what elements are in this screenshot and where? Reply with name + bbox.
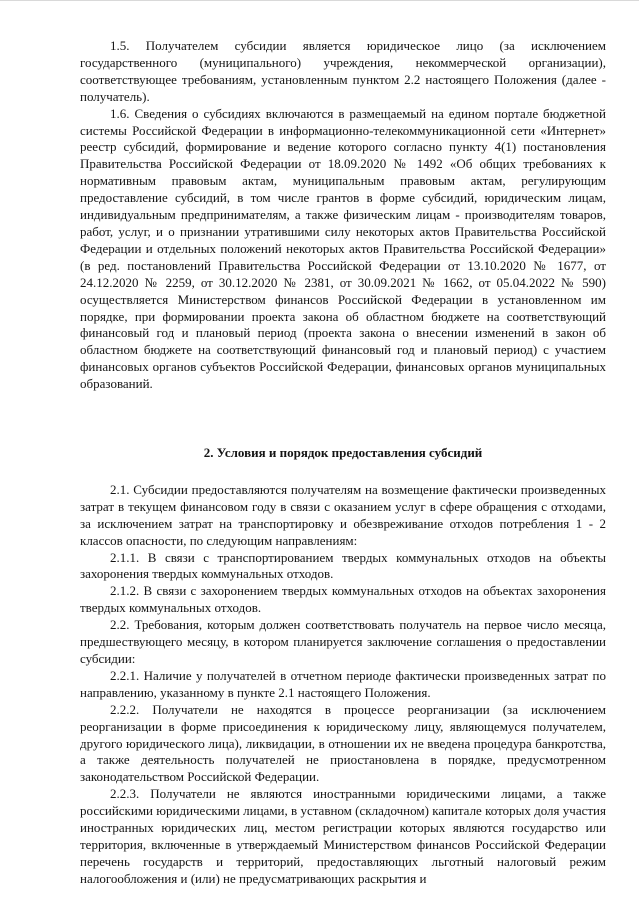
paragraph-1-5: 1.5. Получателем субсидии является юридическое лицо (за исключением государственного (муниципального) учреждения, некоммерческой организации), соответствующее требованиям, установленным пунктом 2.2 настоящего Положения (далее - получатель). xyxy=(80,38,606,104)
document-page xyxy=(80,38,606,888)
paragraph-2-1: 2.1. Субсидии предоставляются получателям на возмещение фактически произведенных затрат в текущем финансовом году в связи с оказанием услуг в сфере обращения с отходами, за исключением затрат на транспортировку и обезвреживание отходов потребления 1 - 2 классов опасности, по следующим направлениям: xyxy=(80,481,606,548)
paragraph-2-1-1: 2.1.1. В связи с транспортированием твердых коммунальных отходов на объекты захоронения твердых коммунальных отходов. xyxy=(80,549,606,582)
paragraph-2-2-1: 2.2.1. Наличие у получателей в отчетном периоде фактически произведенных затрат по направлению, указанному в пункте 2.1 настоящего Положения. xyxy=(80,667,606,700)
paragraph-2-2-3: 2.2.3. Получатели не являются иностранными юридическими лицами, а также российскими юридическими лицами, в уставном (складочном) капитале которых доля участия иностранных юридических лиц, местом регистрации которых являются государство или территория, включенные в утверждаемый Министерством финансов Российской Федерации перечень государств и территорий, предоставляющих льготный налоговый режим налогообложения и (или) не предусматривающих раскрытия и xyxy=(80,786,606,886)
paragraph-2-2: 2.2. Требования, которым должен соответствовать получатель на первое число месяца, предшествующего месяцу, в котором планируется заключение соглашения о предоставлении субсидии: xyxy=(80,617,606,666)
section-heading: 2. Условия и порядок предоставления субсидий xyxy=(203,445,483,461)
paragraph-2-2-2: 2.2.2. Получатели не находятся в процессе реорганизации (за исключением реорганизации в форме присоединения к юридическому лицу, являющемуся получателем, другого юридического лица), ликвидации, в отношении их не введена процедура банкротства, а также деятельность получателей не приостановлена в порядке, предусмотренном законодательством Российской Федерации. xyxy=(80,701,606,785)
paragraph-1-6: 1.6. Сведения о субсидиях включаются в размещаемый на едином портале бюджетной системы Российской Федерации в информационно-телекоммуникационной сети «Интернет» реестр субсидий, формирование и ведение которого согласно пункту 4(1) постановления Правительства Российской Федерации от 18.09.2020 № 1492 «Об общих требованиях к нормативным правовым актам, муниципальным правовым актам, регулирующим предоставление субсидий, в том числе грантов в форме субсидий, юридическим лицам, индивидуальным предпринимателям, а также физическим лицам - производителям товаров, работ, услуг, и о признании утратившими силу некоторых актов Правительства Российской Федерации и отдельных положений некоторых актов Правительства Российской Федерации» (в ред. постановлений Правительства Российской Федерации от 13.10.2020 № 1677, от 24.12.2020 № 2259, от 30.12.2020 № 2381, от 30.09.2021 № 1662, от 05.04.2022 № 590) осуществляется Министерством финансов Российской Федерации в установленном им порядке, при формировании проекта закона об областном бюджете на соответствующий финансовый год и плановый период (проекта закона о внесении изменений в закон об областном бюджете на соответствующий финансовый год и плановый период) с участием финансовых органов субъектов Российской Федерации, финансовых органов муниципальных образований. xyxy=(80,105,606,392)
page-top-edge xyxy=(0,0,639,1)
paragraph-2-1-2: 2.1.2. В связи с захоронением твердых коммунальных отходов на объектах захоронения твердых коммунальных отходов. xyxy=(80,583,606,616)
